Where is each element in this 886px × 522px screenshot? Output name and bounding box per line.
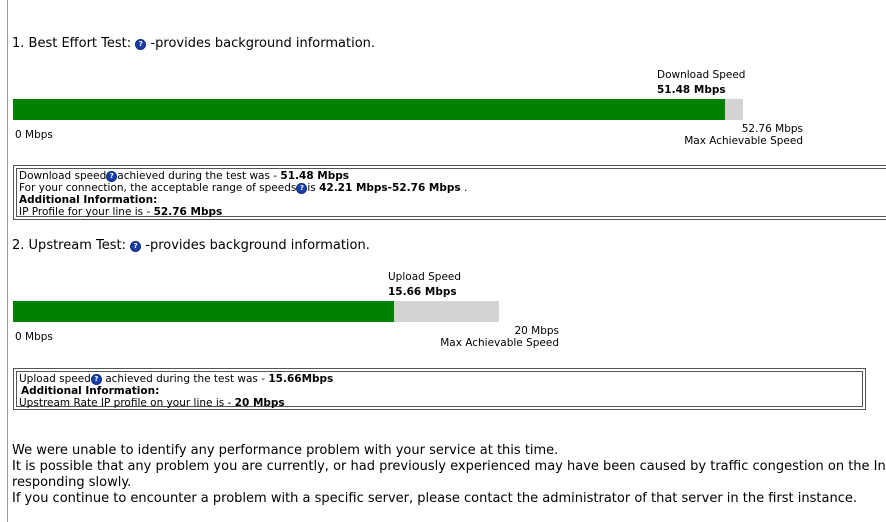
closing-message xyxy=(12,443,886,507)
download-info-box xyxy=(13,165,886,220)
download-info-line1 xyxy=(19,170,886,182)
range-text: is xyxy=(307,182,320,194)
closing-line1: We were unable to identify any performance problem with your service at this time. xyxy=(12,443,559,458)
download-additional-heading: Additional Information: xyxy=(19,194,158,206)
best-effort-heading xyxy=(12,36,375,51)
download-speed-bar-fill xyxy=(13,99,725,120)
upstream-help-text: -provides background information. xyxy=(145,238,370,253)
download-achieved-value: 51.48 Mbps xyxy=(280,170,350,182)
question-circle-icon[interactable]: ? xyxy=(296,183,307,194)
upload-additional-heading: Additional Information: xyxy=(21,385,160,397)
upload-achieved-value: 15.66Mbps xyxy=(268,373,334,385)
upstream-profile-label: Upstream Rate IP profile on your line is - xyxy=(19,397,235,409)
download-info-text: achieved during the test was - xyxy=(117,170,281,182)
upstream-heading xyxy=(12,238,370,253)
ip-profile-value: 52.76 Mbps xyxy=(153,206,223,218)
question-circle-icon[interactable]: ? xyxy=(91,374,102,385)
upload-info-label: Upload speed xyxy=(19,373,91,385)
upload-info-line1 xyxy=(19,373,860,385)
question-circle-icon[interactable]: ? xyxy=(135,39,146,50)
upstream-profile-value: 20 Mbps xyxy=(234,397,285,409)
upload-min-label: 0 Mbps xyxy=(15,331,53,343)
upstream-title: Upstream Test: xyxy=(28,238,126,253)
closing-line2: It is possible that any problem you are currently, or had previously experienced may have been caused by traffic congestion on the In xyxy=(12,459,886,474)
upload-info-box xyxy=(13,368,866,410)
download-speed-value: 51.48 Mbps xyxy=(657,84,726,96)
upload-speed-bar xyxy=(13,301,499,322)
best-effort-title: Best Effort Test: xyxy=(28,36,132,51)
upload-speed-value: 15.66 Mbps xyxy=(388,286,457,298)
upload-max-value: 20 Mbps xyxy=(514,325,559,337)
best-effort-number: 1. xyxy=(12,36,25,51)
upstream-number: 2. xyxy=(12,238,25,253)
download-max-caption: Max Achievable Speed xyxy=(684,135,803,147)
ip-profile-label: IP Profile for your line is - xyxy=(19,206,154,218)
question-circle-icon[interactable]: ? xyxy=(106,171,117,182)
download-speed-bar xyxy=(13,99,743,120)
download-info-line4 xyxy=(19,206,886,218)
download-info-label: Download speed xyxy=(19,170,107,182)
upload-info-line3 xyxy=(19,397,860,409)
download-min-label: 0 Mbps xyxy=(15,129,53,141)
upload-speed-caption: Upload Speed xyxy=(388,271,462,283)
download-max-value: 52.76 Mbps xyxy=(741,123,803,135)
closing-line4: If you continue to encounter a problem with a specific server, please contact the administrator of that server in the first instance. xyxy=(12,491,857,506)
download-speed-caption: Download Speed xyxy=(657,69,746,81)
page-left-border xyxy=(7,0,8,522)
range-label: For your connection, the acceptable range of speeds xyxy=(19,182,297,194)
acceptable-range-value: 42.21 Mbps-52.76 Mbps xyxy=(319,182,461,194)
best-effort-help-text: -provides background information. xyxy=(150,36,376,51)
upload-info-text: achieved during the test was - xyxy=(101,373,269,385)
download-info-line2 xyxy=(19,182,886,194)
upload-speed-bar-fill xyxy=(13,301,394,322)
range-suffix: . xyxy=(460,182,468,194)
question-circle-icon[interactable]: ? xyxy=(130,241,141,252)
closing-line3: responding slowly. xyxy=(12,475,132,490)
upload-max-caption: Max Achievable Speed xyxy=(440,337,559,349)
